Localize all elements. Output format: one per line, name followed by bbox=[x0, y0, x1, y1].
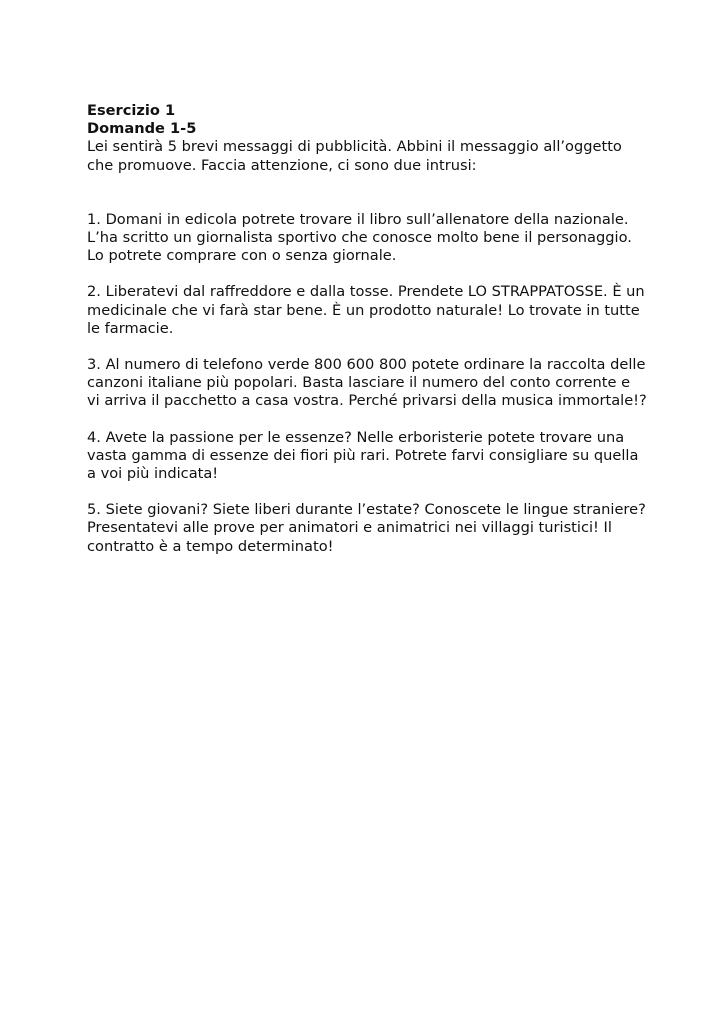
instructions-text: Lei sentirà 5 brevi messaggi di pubblicità. Abbini il messaggio all’oggetto che promuove. Faccia attenzione, ci sono due intrusi: bbox=[87, 138, 622, 174]
message-item-5: 5. Siete giovani? Siete liberi durante l’estate? Conoscete le lingue straniere? Presentatevi alle prove per animatori e animatrici nei villaggi turistici! Il contratto è a tempo determinato! bbox=[87, 501, 646, 555]
document-page bbox=[87, 102, 647, 574]
questions-range: Domande 1-5 bbox=[87, 120, 197, 138]
message-item-4: 4. Avete la passione per le essenze? Nelle erboristerie potete trovare una vasta gamma di essenze dei fiori più rari. Potrete farvi consigliare su quella a voi più indicata! bbox=[87, 428, 639, 483]
message-item-3: 3. Al numero di telefono verde 800 600 800 potete ordinare la raccolta delle canzoni italiane più popolari. Basta lasciare il numero del conto corrente e vi arriva il pacchetto a casa vostra. Perché privarsi della musica immortale!? bbox=[87, 356, 647, 410]
message-item-1: 1. Domani in edicola potrete trovare il libro sull’allenatore della nazionale. L’ha scritto un giornalista sportivo che conosce molto bene il personaggio. Lo potrete comprare con o senza giornale. bbox=[87, 210, 632, 265]
exercise-title: Esercizio 1 bbox=[87, 102, 176, 119]
message-list bbox=[87, 211, 647, 556]
message-item-2: 2. Liberatevi dal raffreddore e dalla tosse. Prendete LO STRAPPATOSSE. È un medicinale che vi farà star bene. È un prodotto naturale! Lo trovate in tutte le farmacie. bbox=[87, 283, 645, 337]
